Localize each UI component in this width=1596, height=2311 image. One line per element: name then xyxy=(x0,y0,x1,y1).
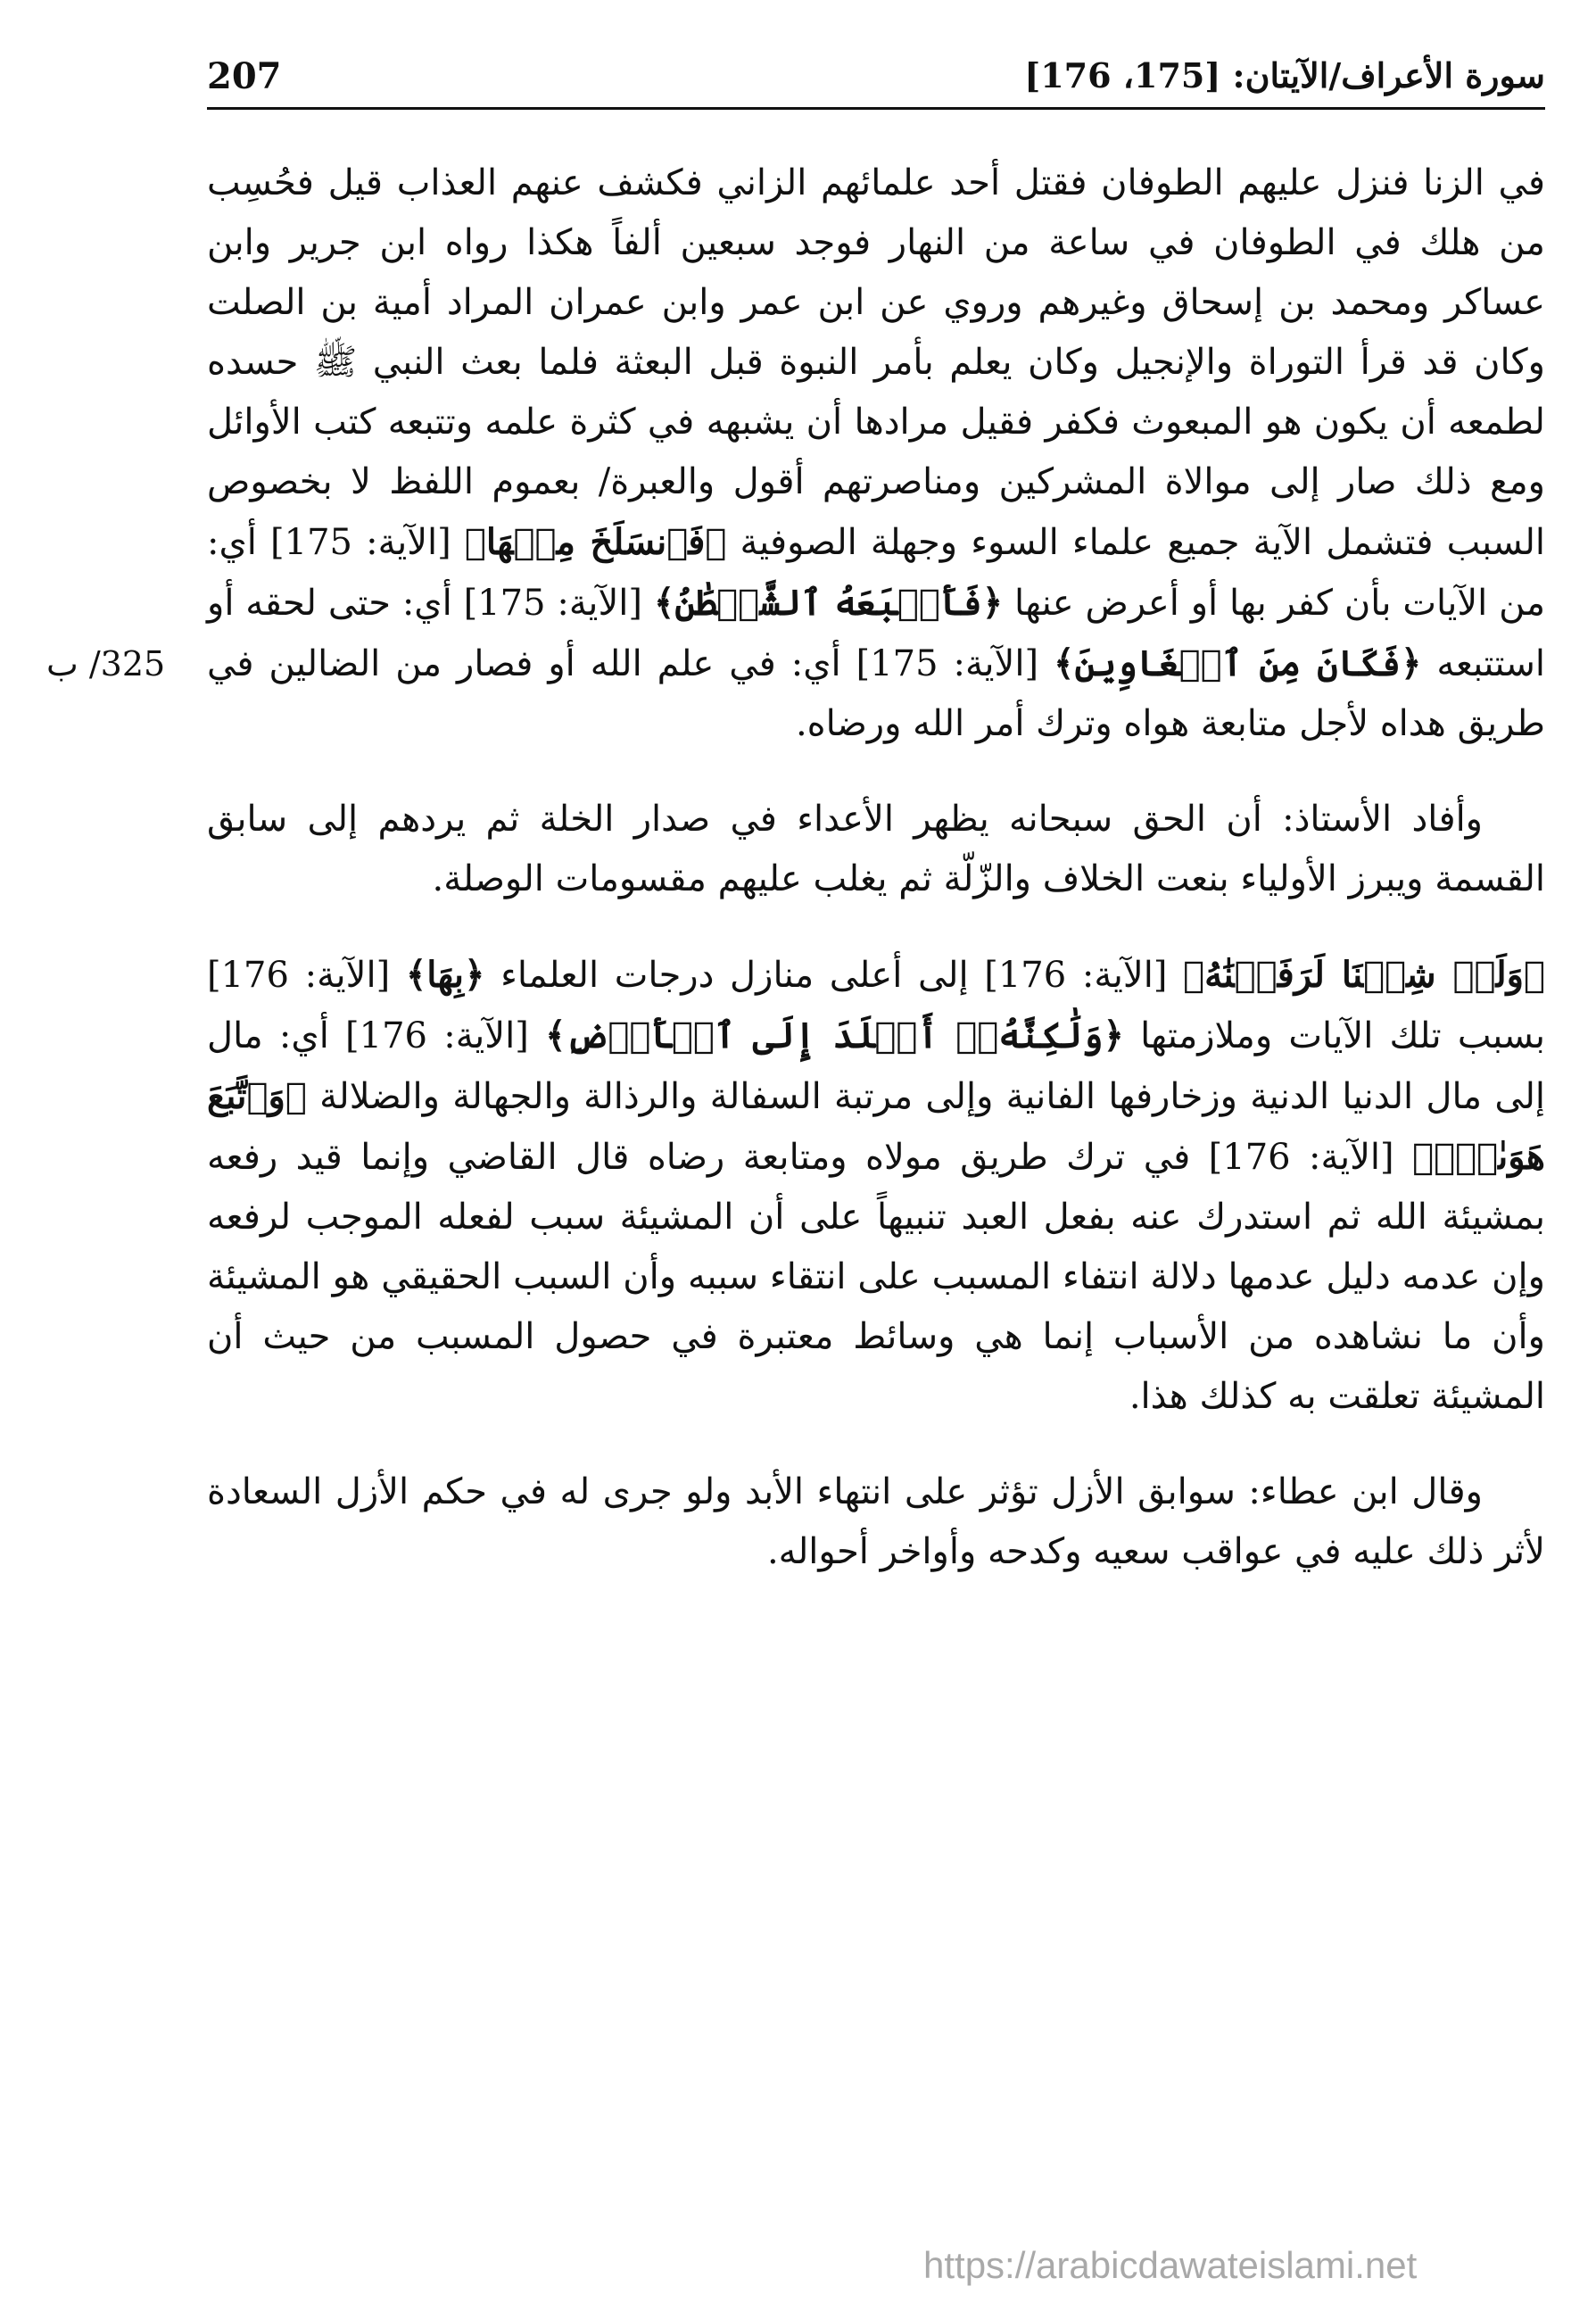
paragraph-3-text: [الآية: 176] أي: مال إلى مال الدنيا الدنية وزخارفها الفانية وإلى مرتبة السفالة والرذالة والجهالة والضلالة xyxy=(207,1015,1545,1117)
quran-quote: ﴿فَأَتۡبَعَهُ ٱلشَّيۡطَٰنُ﴾ xyxy=(653,582,1004,624)
paragraph-2 xyxy=(207,790,1545,909)
paragraph-1 xyxy=(207,153,1545,754)
quran-quote: ﴿وَلَوۡ شِئۡنَا لَرَفَعۡنَٰهُ﴾ xyxy=(1183,954,1545,996)
quran-quote: ﴿وَٱتَّبَعَ هَوَىٰهُۚ﴾ xyxy=(207,1075,1545,1178)
watermark-url: https://arabicdawateislami.net xyxy=(923,2244,1418,2286)
paragraph-1-text: في الزنا فنزل عليهم الطوفان فقتل أحد علمائهم الزاني فكشف عنهم العذاب قيل فحُسِب من هلك في الطوفان في ساعة من النهار فوجد سبعين ألفاً هكذا رواه ابن جرير وابن عساكر ومحمد بن إسحاق وغيرهم وروي عن ابن عمر وابن عمران المراد أمية بن الصلت وكان قد قرأ التوراة والإنجيل وكان يعلم بأمر النبوة قبل البعثة فلما بعث النبي ﷺ حسده لطمعه أن يكون هو المبعوث فكفر فقيل مرادها أن يشبهه في كثرة علمه وتتبعه كتب الأوائل ومع ذلك صار إلى موالاة المشركين ومناصرتهم أقول والعبرة/ بعموم اللفظ لا بخصوص السبب فتشمل الآية جميع علماء السوء وجهلة الصوفية xyxy=(207,162,1546,563)
paragraph-1-text: [الآية: 175] أي: حتى لحقه أو استتبعه xyxy=(207,583,1546,684)
paragraph-4 xyxy=(207,1462,1545,1582)
quran-quote: ﴿فَٱنسَلَخَ مِنۡهَا﴾ xyxy=(464,521,727,563)
paragraph-3-text: [الآية: 176] في ترك طريق مولاه ومتابعة رضاه قال القاضي وإنما قيد رفعه بمشيئة الله ثم استدرك عنه بفعل العبد تنبيهاً على أن المشيئة سبب لفعله الموجب لرفعه وإن عدمه دليل عدمها دلالة انتفاء المسبب على انتقاء سببه وأن السبب الحقيقي هو المشيئة وأن ما نشاهده من الأسباب إنما هي وسائط معتبرة في حصول المسبب من حيث أن المشيئة تعلقت به كذلك هذا. xyxy=(207,1137,1545,1417)
header-rule xyxy=(207,107,1545,110)
margin-folio-note: 325/ ب xyxy=(46,644,166,683)
quran-quote: ﴿فَكَانَ مِنَ ٱلۡغَاوِينَ﴾ xyxy=(1054,642,1422,684)
paragraph-3-text: [الآية: 176] بسبب تلك الآيات وملازمتها xyxy=(207,955,1546,1056)
page-number: 207 xyxy=(207,55,282,97)
paragraph-1-text: [الآية: 175] أي: في علم الله أو فصار من الضالين في طريق هداه لأجل متابعة هواه وترك أمر الله ورضاه. xyxy=(207,643,1545,744)
page-header xyxy=(207,55,1545,109)
quran-quote: ﴿وَلَٰكِنَّهُۥٓ أَخۡلَدَ إِلَى ٱلۡأَرۡضِ﴾ xyxy=(545,1015,1124,1056)
paragraph-2-text: وأفاد الأستاذ: أن الحق سبحانه يظهر الأعداء في صدار الخلة ثم يردهم إلى سابق القسمة ويبرز الأولياء بنعت الخلاف والزّلّة ثم يغلب عليهم مقسومات الوصلة. xyxy=(207,799,1545,899)
quran-quote: ﴿بِهَا﴾ xyxy=(405,954,485,996)
paragraph-1-text: [الآية: 175] أي: من الآيات بأن كفر بها أو أعرض عنها xyxy=(207,522,1545,624)
paragraph-3 xyxy=(207,945,1545,1427)
paragraph-3-text: [الآية: 176] إلى أعلى منازل درجات العلماء xyxy=(484,955,1168,996)
page-body xyxy=(207,153,1545,1582)
paragraph-4-text: وقال ابن عطاء: سوابق الأزل تؤثر على انتهاء الأبد ولو جرى له في حكم الأزل السعادة لأثر ذلك عليه في عواقب سعيه وكدحه وأواخر أحواله. xyxy=(207,1471,1545,1572)
running-title: سورة الأعراف/الآيتان: [175، 176] xyxy=(1024,55,1545,95)
